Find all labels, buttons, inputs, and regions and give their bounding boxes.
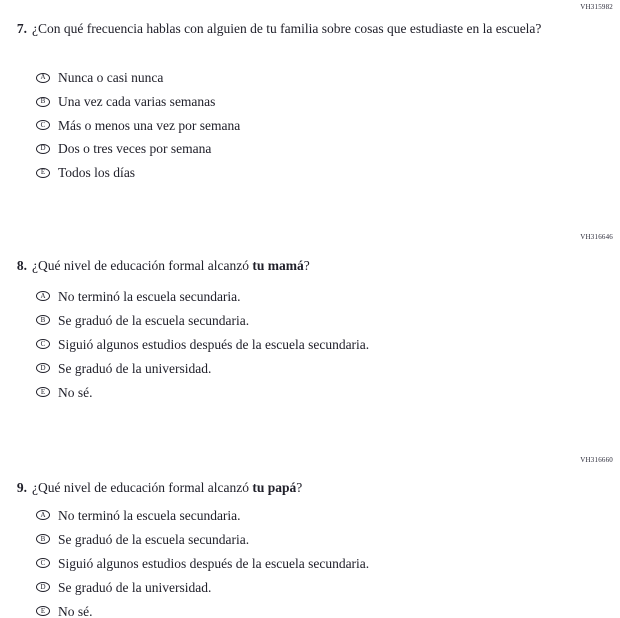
option-bubble[interactable] bbox=[36, 339, 50, 349]
option-label: Dos o tres veces por semana bbox=[58, 141, 212, 157]
answer-option bbox=[36, 113, 620, 137]
option-label: No sé. bbox=[58, 603, 93, 618]
question-text-prefix: ¿Qué nivel de educación formal alcanzó bbox=[32, 258, 253, 273]
option-label: Siguió algunos estudios después de la escuela secundaria. bbox=[58, 555, 370, 571]
answer-option bbox=[36, 599, 620, 618]
question-text-suffix: ? bbox=[296, 480, 303, 495]
option-bubble[interactable] bbox=[36, 315, 50, 325]
option-label: Siguió algunos estudios después de la escuela secundaria. bbox=[58, 336, 370, 352]
question-number: 7. bbox=[16, 21, 27, 36]
option-letter: D bbox=[40, 582, 46, 591]
question-text-prefix: ¿Con qué frecuencia hablas con alguien de tu familia sobre cosas que estudiaste en la escuela? bbox=[32, 21, 542, 36]
option-bubble[interactable] bbox=[36, 558, 50, 568]
item-code: VH316646 bbox=[580, 233, 613, 241]
question-text bbox=[32, 480, 302, 495]
option-label: Se graduó de la escuela secundaria. bbox=[58, 531, 250, 547]
option-letter: C bbox=[40, 558, 46, 567]
option-label: Todos los días bbox=[58, 165, 136, 181]
question-text-prefix: ¿Qué nivel de educación formal alcanzó bbox=[32, 480, 253, 495]
option-bubble[interactable] bbox=[36, 291, 50, 301]
option-bubble[interactable] bbox=[36, 387, 50, 397]
option-letter: D bbox=[40, 144, 46, 153]
answer-option bbox=[36, 137, 620, 161]
option-label: No sé. bbox=[58, 384, 93, 400]
option-letter: E bbox=[40, 387, 46, 396]
answer-option bbox=[36, 356, 620, 380]
answer-option bbox=[36, 503, 620, 527]
option-letter: B bbox=[40, 534, 46, 543]
option-letter: D bbox=[40, 363, 46, 372]
question bbox=[0, 21, 620, 36]
answer-options bbox=[0, 66, 620, 184]
question-text bbox=[32, 21, 541, 36]
question-text-bold: tu papá bbox=[252, 480, 297, 495]
option-label: Más o menos una vez por semana bbox=[58, 117, 241, 133]
option-letter: C bbox=[40, 339, 46, 348]
question bbox=[0, 480, 620, 495]
answer-option bbox=[36, 284, 620, 308]
item-code: VH315982 bbox=[580, 3, 613, 11]
option-bubble[interactable] bbox=[36, 363, 50, 373]
option-bubble[interactable] bbox=[36, 144, 50, 154]
answer-option bbox=[36, 308, 620, 332]
question-text bbox=[32, 258, 310, 273]
option-bubble[interactable] bbox=[36, 606, 50, 616]
option-label: Una vez cada varias semanas bbox=[58, 94, 216, 110]
option-bubble[interactable] bbox=[36, 97, 50, 107]
question-number: 8. bbox=[16, 258, 27, 273]
option-label: Se graduó de la escuela secundaria. bbox=[58, 312, 250, 328]
answer-options bbox=[0, 284, 620, 404]
option-bubble[interactable] bbox=[36, 120, 50, 130]
option-label: No terminó la escuela secundaria. bbox=[58, 288, 241, 304]
answer-option bbox=[36, 575, 620, 599]
option-bubble[interactable] bbox=[36, 510, 50, 520]
answer-option bbox=[36, 161, 620, 185]
question-number: 9. bbox=[16, 480, 27, 495]
option-letter: B bbox=[40, 97, 46, 106]
option-bubble[interactable] bbox=[36, 73, 50, 83]
option-label: Se graduó de la universidad. bbox=[58, 579, 212, 595]
answer-options bbox=[0, 503, 620, 618]
option-letter: A bbox=[40, 510, 46, 519]
item-code: VH316660 bbox=[580, 456, 613, 464]
option-label: No terminó la escuela secundaria. bbox=[58, 507, 241, 523]
option-label: Se graduó de la universidad. bbox=[58, 360, 212, 376]
answer-option bbox=[36, 90, 620, 114]
option-letter: C bbox=[40, 120, 46, 129]
option-letter: E bbox=[40, 168, 46, 177]
question-text-bold: tu mamá bbox=[252, 258, 304, 273]
option-bubble[interactable] bbox=[36, 168, 50, 178]
option-letter: A bbox=[40, 291, 46, 300]
option-label: Nunca o casi nunca bbox=[58, 70, 164, 86]
question-text-suffix: ? bbox=[303, 258, 310, 273]
answer-option bbox=[36, 332, 620, 356]
option-letter: A bbox=[40, 73, 46, 82]
option-bubble[interactable] bbox=[36, 534, 50, 544]
answer-option bbox=[36, 380, 620, 404]
question bbox=[0, 258, 620, 273]
option-letter: B bbox=[40, 315, 46, 324]
option-letter: E bbox=[40, 606, 46, 615]
answer-option bbox=[36, 527, 620, 551]
option-bubble[interactable] bbox=[36, 582, 50, 592]
answer-option bbox=[36, 551, 620, 575]
answer-option bbox=[36, 66, 620, 90]
